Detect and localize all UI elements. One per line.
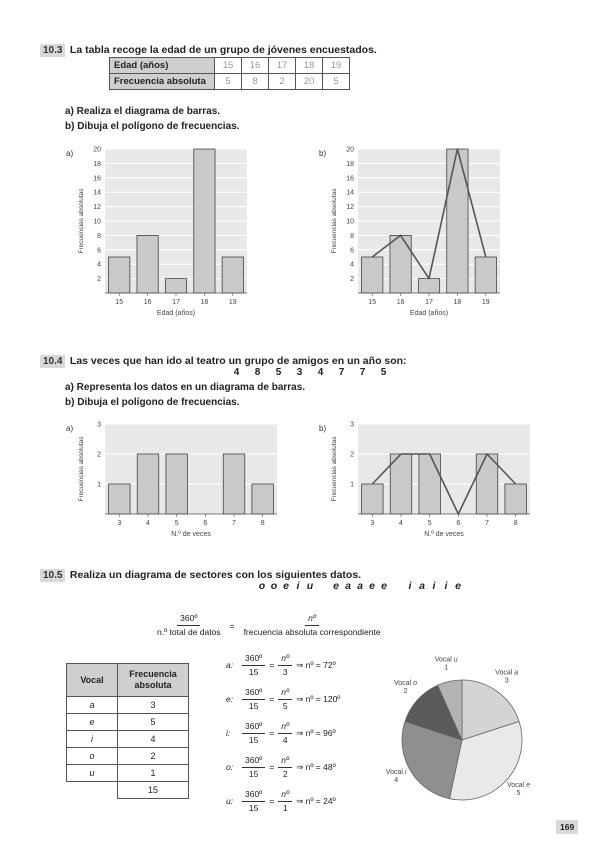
x-tick-label: 18 (453, 299, 462, 306)
formula-fraction-left (154, 612, 224, 639)
y-axis-label: Frecuencias absolutas (331, 436, 338, 502)
table-total-row (67, 782, 189, 799)
x-tick-label: 3 (370, 520, 375, 527)
vowel: e (283, 580, 289, 592)
y-tick-label: 14 (346, 189, 354, 197)
x-tick-label: 5 (427, 520, 432, 527)
bar (109, 484, 131, 514)
exercise-statement: La tabla recoge la edad de un grupo de jóvenes encuestados. (69, 44, 377, 56)
x-tick-label: 18 (200, 299, 209, 306)
vowel: e (381, 580, 387, 592)
table-header-age: Edad (años) (110, 58, 215, 74)
bar (475, 257, 496, 293)
cell-freq: 3 (118, 697, 189, 714)
denominator: 15 (248, 700, 259, 711)
x-tick-label: 8 (513, 520, 518, 527)
numerator: 360º (242, 788, 265, 802)
exercise-number: 10.3 (40, 44, 65, 57)
numerator: 360º (177, 612, 200, 626)
exercise-statement: Realiza un diagrama de sectores con los siguientes datos. (69, 569, 362, 581)
panel-label: b) (319, 424, 327, 433)
table-row (110, 74, 350, 90)
y-tick-label: 2 (350, 276, 354, 284)
slice-label: Vocal e (506, 781, 530, 789)
x-tick-label: 3 (117, 520, 122, 527)
x-tick-label: 15 (115, 299, 124, 306)
equals-sign: = (269, 694, 275, 704)
y-tick-label: 2 (97, 276, 101, 284)
exercise-10-3 (40, 40, 377, 58)
page-number: 169 (556, 820, 578, 834)
item-b: b) Dibuja el polígono de frecuencias. (65, 397, 240, 408)
vowel: a (357, 580, 363, 592)
x-tick-label: 15 (368, 299, 377, 306)
y-tick-label: 18 (93, 160, 101, 168)
sequence-value: 5 (275, 367, 282, 378)
slice-label: Vocal o (394, 680, 418, 688)
numerator: nº (278, 788, 292, 802)
slice-label: Vocal a (495, 669, 519, 677)
y-tick-label: 1 (350, 481, 354, 489)
sequence-value: 3 (296, 367, 303, 378)
denominator: 15 (248, 734, 259, 745)
table-header-row (67, 664, 189, 697)
numerator: nº (305, 612, 319, 626)
denominator: 15 (248, 802, 259, 813)
sequence-value: 4 (317, 367, 324, 378)
table-row (67, 714, 189, 731)
y-tick-label: 6 (97, 247, 101, 255)
numerator: nº (278, 686, 292, 700)
x-axis-label: Edad (años) (409, 310, 449, 317)
bar-chart-theatre (55, 418, 285, 542)
bar (165, 279, 186, 293)
slice-count: 3 (504, 677, 509, 685)
bar-chart-ages (55, 143, 255, 321)
slice-count: 4 (394, 777, 399, 784)
y-tick-label: 20 (346, 146, 354, 154)
theatre-sequence (226, 367, 394, 378)
bar (109, 257, 130, 293)
x-tick-label: 16 (396, 299, 405, 306)
equation-label: i: (226, 728, 231, 738)
table-cell: 2 (269, 74, 296, 90)
header-vocal: Vocal (67, 664, 118, 697)
table-row (67, 765, 189, 782)
sequence-value: 5 (380, 367, 387, 378)
exercise-number: 10.4 (40, 355, 65, 368)
vowel: i (432, 580, 436, 592)
slice-count: 1 (444, 664, 449, 672)
sequence-value: 7 (359, 367, 366, 378)
cell-vocal: u (67, 765, 118, 782)
age-frequency-table (109, 57, 350, 90)
numerator: nº (278, 754, 292, 768)
slice-label: Vocal u (434, 656, 458, 664)
denominator: 15 (248, 666, 259, 677)
y-tick-label: 4 (350, 261, 354, 269)
bar (194, 149, 215, 293)
equation-result: ⇒ nº = 72º (296, 659, 336, 670)
vowel: i (296, 580, 300, 592)
bar (447, 149, 468, 293)
item-a: a) Realiza el diagrama de barras. (65, 106, 221, 117)
y-tick-label: 2 (350, 451, 354, 459)
table-cell: 18 (296, 58, 323, 74)
equals-sign: = (269, 796, 275, 806)
y-tick-label: 20 (93, 146, 101, 154)
bar (137, 454, 159, 514)
frequency-polygon-theatre (308, 418, 538, 542)
vowel: a (419, 580, 425, 592)
y-axis-label: Frecuencias absolutas (331, 188, 338, 254)
vowel: u (306, 580, 314, 592)
table-row (67, 731, 189, 748)
cell-freq: 5 (118, 714, 189, 731)
cell-vocal: a (67, 697, 118, 714)
equals-sign: = (269, 728, 275, 738)
y-tick-label: 16 (93, 175, 101, 183)
equals-sign: = (229, 620, 235, 631)
cell-total: 15 (118, 782, 189, 799)
x-tick-label: 19 (228, 299, 237, 306)
y-tick-label: 8 (97, 232, 101, 240)
equals-sign: = (269, 660, 275, 670)
y-axis-label: Frecuencias absolutas (78, 436, 85, 502)
equation-label: o: (226, 762, 234, 772)
table-header-frequency: Frecuencia absoluta (110, 74, 215, 90)
vowel: a (345, 580, 351, 592)
sequence-value: 7 (338, 367, 345, 378)
table-cell: 5 (215, 74, 242, 90)
x-tick-label: 16 (143, 299, 152, 306)
plot-area (358, 424, 530, 514)
vowel: e (455, 580, 461, 592)
numerator: nº (278, 720, 292, 734)
y-tick-label: 12 (93, 204, 101, 212)
x-tick-label: 7 (232, 520, 236, 527)
x-tick-label: 6 (456, 520, 461, 527)
equation-result: ⇒ nº = 96º (296, 727, 336, 738)
item-b: b) Dibuja el polígono de frecuencias. (65, 121, 240, 132)
table-cell: 19 (323, 58, 350, 74)
x-tick-label: 19 (481, 299, 490, 306)
sequence-value: 4 (233, 367, 240, 378)
cell-vocal: i (67, 731, 118, 748)
cell-vocal: e (67, 714, 118, 731)
table-cell: 20 (296, 74, 323, 90)
cell-freq: 4 (118, 731, 189, 748)
bar (362, 484, 383, 514)
denominator: 2 (282, 768, 288, 779)
equation-label: a: (226, 660, 234, 670)
denominator: 15 (248, 768, 259, 779)
vowel-data (256, 580, 464, 592)
cell-freq: 1 (118, 765, 189, 782)
y-tick-label: 18 (346, 160, 354, 168)
x-tick-label: 4 (399, 520, 403, 527)
table-cell: 15 (215, 58, 242, 74)
denominator: 1 (282, 802, 288, 813)
slice-count: 5 (516, 789, 521, 797)
y-tick-label: 6 (350, 247, 354, 255)
table-row (67, 748, 189, 765)
equation-result: ⇒ nº = 48º (296, 761, 336, 772)
panel-label: a) (66, 149, 74, 158)
exercise-statement: Las veces que han ido al teatro un grupo de amigos en un año son: (69, 355, 407, 367)
y-tick-label: 10 (93, 218, 101, 226)
equation-label: e: (226, 694, 234, 704)
cell-freq: 2 (118, 748, 189, 765)
denominator: 3 (282, 666, 288, 677)
bar (223, 454, 245, 514)
denominator: frecuencia absoluta correspondiente (243, 627, 381, 637)
vowel: e (333, 580, 339, 592)
y-tick-label: 8 (350, 232, 354, 240)
numerator: nº (278, 652, 292, 666)
vowel: i (408, 580, 412, 592)
equation-result: ⇒ nº = 24º (296, 795, 336, 806)
panel-label: b) (319, 149, 327, 158)
slice-label: Vocal i (385, 769, 407, 776)
table-row (67, 697, 189, 714)
y-tick-label: 3 (97, 421, 101, 429)
y-tick-label: 10 (346, 218, 354, 226)
bar (222, 257, 243, 293)
vowel-pie-chart (370, 650, 560, 810)
numerator: 360º (242, 686, 265, 700)
x-tick-label: 5 (174, 520, 179, 527)
bar (166, 454, 188, 514)
vowel: e (369, 580, 375, 592)
denominator: 5 (282, 700, 288, 711)
item-a: a) Representa los datos en un diagrama de barras. (65, 382, 306, 393)
equation-label: u: (226, 796, 234, 806)
y-tick-label: 4 (97, 261, 101, 269)
y-tick-label: 14 (93, 189, 101, 197)
bar (505, 484, 527, 514)
x-axis-label: N.º de veces (171, 531, 211, 538)
x-tick-label: 17 (172, 299, 180, 306)
cell-vocal: o (67, 748, 118, 765)
header-frequency: Frecuencia absoluta (118, 664, 189, 697)
x-tick-label: 4 (146, 520, 150, 527)
table-row (110, 58, 350, 74)
vowel-frequency-table (66, 663, 189, 799)
bar (418, 279, 439, 293)
plot-area (105, 424, 277, 514)
x-tick-label: 6 (203, 520, 208, 527)
y-tick-label: 12 (346, 204, 354, 212)
table-cell: 5 (323, 74, 350, 90)
y-tick-label: 2 (97, 451, 101, 459)
denominator: n.º total de datos (157, 627, 221, 637)
formula-fraction-right (241, 612, 384, 639)
x-tick-label: 7 (485, 520, 489, 527)
y-tick-label: 1 (97, 481, 101, 489)
x-axis-label: Edad (años) (156, 310, 196, 317)
bar (362, 257, 383, 293)
vowel: o (258, 580, 266, 592)
numerator: 360º (242, 720, 265, 734)
table-cell: 16 (242, 58, 269, 74)
x-tick-label: 8 (260, 520, 265, 527)
y-tick-label: 3 (350, 421, 354, 429)
vowel: i (444, 580, 448, 592)
bar (252, 484, 274, 514)
x-axis-label: N.º de veces (424, 531, 464, 538)
equation-result: ⇒ nº = 120º (296, 693, 341, 704)
vowel: o (270, 580, 278, 592)
frequency-polygon-ages (308, 143, 508, 321)
y-axis-label: Frecuencias absolutas (78, 188, 85, 254)
y-tick-label: 16 (346, 175, 354, 183)
sequence-value: 8 (254, 367, 261, 378)
exercise-number: 10.5 (40, 569, 65, 582)
numerator: 360º (242, 754, 265, 768)
table-cell: 8 (242, 74, 269, 90)
slice-count: 2 (403, 688, 408, 696)
equals-sign: = (269, 762, 275, 772)
bar (137, 235, 158, 293)
table-cell: 17 (269, 58, 296, 74)
x-tick-label: 17 (425, 299, 433, 306)
bar (419, 454, 441, 514)
bar (390, 235, 411, 293)
sector-formula (154, 612, 384, 639)
panel-label: a) (66, 424, 74, 433)
numerator: 360º (242, 652, 265, 666)
denominator: 4 (282, 734, 288, 745)
